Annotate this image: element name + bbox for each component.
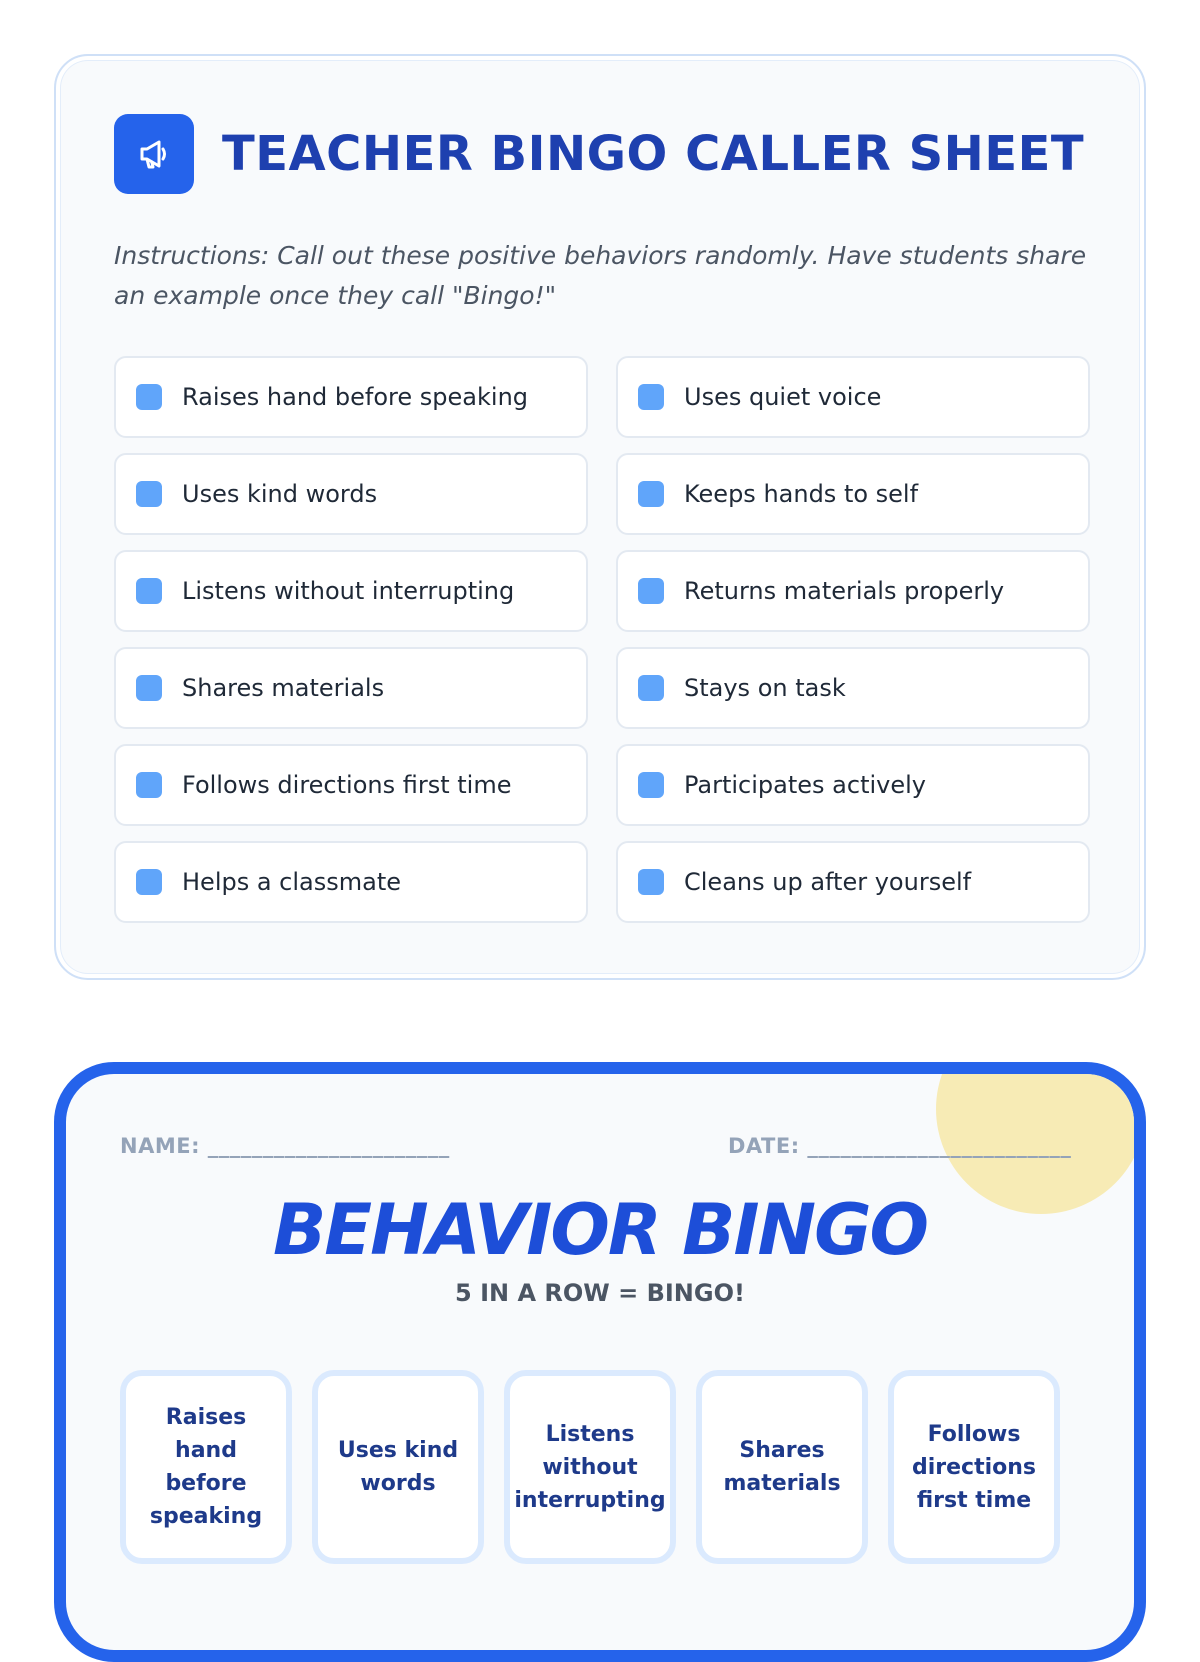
- bingo-card: [54, 1062, 1146, 1662]
- behavior-label: Cleans up after yourself: [684, 868, 972, 896]
- caller-sheet: [54, 54, 1146, 980]
- bingo-cell[interactable]: [888, 1370, 1060, 1564]
- behavior-label: Keeps hands to self: [684, 480, 919, 508]
- behavior-label: Listens without interrupting: [182, 577, 515, 605]
- bingo-subtitle: 5 IN A ROW = BINGO!: [455, 1279, 745, 1307]
- checkbox-icon[interactable]: [136, 869, 162, 895]
- checkbox-icon[interactable]: [638, 481, 664, 507]
- behavior-item[interactable]: [114, 647, 588, 729]
- bingo-cell-label: Listens without interrupting: [514, 1421, 666, 1513]
- instructions-text: Instructions: Call out these positive behaviors randomly. Have students share an example once they call "Bingo!": [114, 241, 1087, 310]
- behavior-label: Shares materials: [182, 674, 385, 702]
- checkbox-icon[interactable]: [136, 772, 162, 798]
- behavior-label: Helps a classmate: [182, 868, 402, 896]
- behavior-label: Stays on task: [684, 674, 846, 702]
- megaphone-icon: [114, 114, 194, 194]
- checkbox-icon[interactable]: [638, 675, 664, 701]
- bingo-cell-label: Follows directions first time: [911, 1421, 1037, 1513]
- checkbox-icon[interactable]: [638, 869, 664, 895]
- behavior-item[interactable]: [616, 550, 1090, 632]
- behavior-item[interactable]: [114, 550, 588, 632]
- caller-header: [114, 114, 1084, 194]
- behavior-item[interactable]: [114, 841, 588, 923]
- bingo-cell[interactable]: [120, 1370, 292, 1564]
- name-field[interactable]: NAME: ______________________: [120, 1134, 450, 1158]
- bingo-cell[interactable]: [504, 1370, 676, 1564]
- behavior-item[interactable]: [616, 647, 1090, 729]
- behavior-item[interactable]: [616, 841, 1090, 923]
- checkbox-icon[interactable]: [638, 772, 664, 798]
- behavior-label: Participates actively: [684, 771, 926, 799]
- behavior-item[interactable]: [114, 744, 588, 826]
- behavior-label: Uses kind words: [182, 480, 378, 508]
- checkbox-icon[interactable]: [136, 675, 162, 701]
- checkbox-icon[interactable]: [136, 481, 162, 507]
- caller-sheet-title: TEACHER BINGO CALLER SHEET: [222, 126, 1085, 182]
- behavior-item[interactable]: [616, 453, 1090, 535]
- behavior-label: Follows directions first time: [182, 771, 512, 799]
- checkbox-icon[interactable]: [136, 578, 162, 604]
- date-field[interactable]: DATE: ________________________: [728, 1134, 1072, 1158]
- bingo-cell[interactable]: [312, 1370, 484, 1564]
- checkbox-icon[interactable]: [638, 578, 664, 604]
- behavior-list: [114, 356, 1090, 923]
- bingo-cell-label: Raises hand before speaking: [149, 1405, 263, 1529]
- behavior-item[interactable]: [616, 356, 1090, 438]
- bingo-grid: [120, 1370, 1060, 1564]
- behavior-item[interactable]: [616, 744, 1090, 826]
- bingo-cell-label: Shares materials: [723, 1438, 841, 1496]
- bingo-cell-label: Uses kind words: [337, 1438, 459, 1496]
- checkbox-icon[interactable]: [638, 384, 664, 410]
- behavior-label: Returns materials properly: [684, 577, 1005, 605]
- behavior-label: Uses quiet voice: [684, 383, 882, 411]
- behavior-label: Raises hand before speaking: [182, 383, 529, 411]
- checkbox-icon[interactable]: [136, 384, 162, 410]
- behavior-item[interactable]: [114, 453, 588, 535]
- bingo-cell[interactable]: [696, 1370, 868, 1564]
- behavior-item[interactable]: [114, 356, 588, 438]
- bingo-title: BEHAVIOR BINGO: [272, 1189, 928, 1271]
